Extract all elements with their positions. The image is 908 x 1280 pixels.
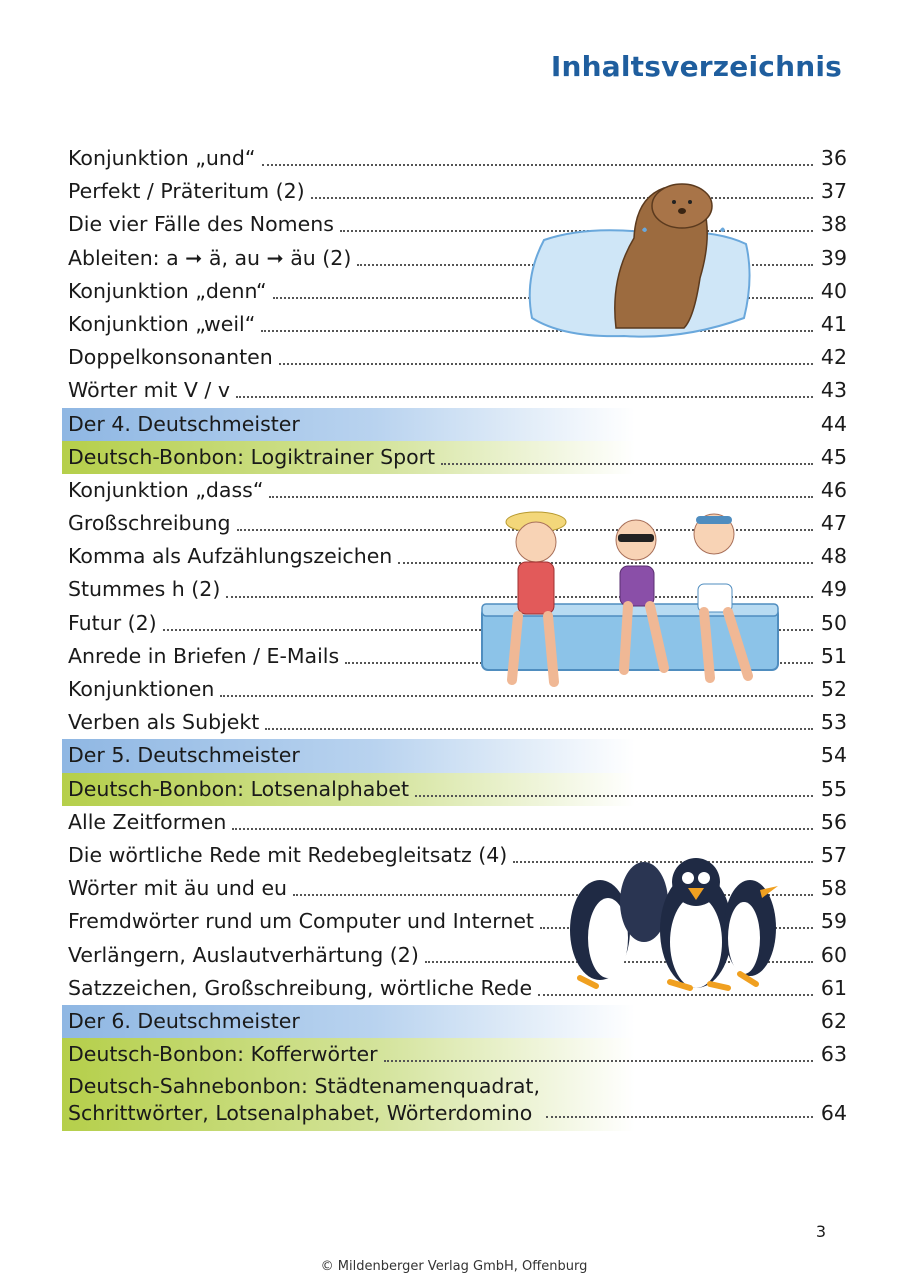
red-swimsuit bbox=[518, 562, 554, 614]
toc-entry-deutschmeister bbox=[62, 1005, 847, 1038]
toc-entry-page: 64 bbox=[820, 1101, 847, 1126]
dot-leader bbox=[306, 430, 813, 431]
toc-entry-page: 37 bbox=[820, 179, 847, 204]
dot-leader bbox=[441, 462, 813, 465]
toc-entry-label: Konjunktion „weil“ bbox=[68, 311, 256, 336]
toc-entry-label: Konjunktion „und“ bbox=[68, 146, 256, 170]
toc-entry-label-line1: Deutsch-Sahnebonbon: Städtenamenquadrat, bbox=[68, 1074, 540, 1099]
dot-leader bbox=[265, 727, 813, 730]
toc-entry-label: Der 5. Deutschmeister bbox=[68, 743, 300, 768]
toc-entry-page: 61 bbox=[820, 975, 847, 1000]
toc-entry-label-line2: Schrittwörter, Lotsenalphabet, Wörterdomino bbox=[68, 1101, 533, 1126]
toc-entry-label: Großschreibung bbox=[68, 511, 231, 536]
toc-entry bbox=[62, 374, 847, 407]
page-title: Inhaltsverzeichnis bbox=[550, 50, 842, 83]
copyright-footer: © Mildenberger Verlag GmbH, Offenburg bbox=[320, 1259, 588, 1274]
penguin-eye bbox=[698, 872, 710, 884]
otter-head bbox=[652, 184, 712, 228]
toc-entry-label: Der 4. Deutschmeister bbox=[68, 411, 300, 436]
toc-entry-page: 58 bbox=[820, 876, 847, 901]
dot-leader bbox=[384, 1059, 813, 1062]
toc-entry-label: Perfekt / Präteritum (2) bbox=[68, 179, 305, 204]
dot-leader bbox=[236, 395, 813, 398]
toc-entry-page: 38 bbox=[820, 212, 847, 237]
toc-entry-page: 45 bbox=[820, 444, 847, 469]
toc-entry bbox=[62, 142, 847, 175]
toc-entry-page: 48 bbox=[820, 544, 847, 569]
penguin-belly bbox=[670, 896, 722, 988]
dot-leader bbox=[306, 761, 813, 762]
dot-leader bbox=[306, 1027, 813, 1028]
dot-leader bbox=[262, 163, 813, 166]
toc-entry-page: 43 bbox=[820, 378, 847, 403]
toc-entry-label: Die wörtliche Rede mit Redebegleitsatz (4) bbox=[68, 842, 508, 867]
dot-leader bbox=[415, 794, 813, 797]
toc-entry-page: 42 bbox=[820, 345, 847, 370]
toc-entry-page: 47 bbox=[820, 511, 847, 536]
toc-entry-page: 40 bbox=[820, 278, 847, 303]
toc-entry-deutschmeister bbox=[62, 408, 847, 441]
purple-swimsuit bbox=[620, 566, 654, 606]
toc-entry-label: Verlängern, Auslautverhärtung (2) bbox=[68, 942, 419, 967]
dot-leader bbox=[232, 827, 813, 830]
toc-entry-page: 41 bbox=[820, 311, 847, 336]
toc-entry-label: Der 6. Deutschmeister bbox=[68, 1008, 300, 1033]
toc-entry-label: Deutsch-Bonbon: Lotsenalphabet bbox=[68, 776, 410, 801]
toc-entry-bonbon bbox=[62, 1038, 847, 1071]
toc-entry bbox=[62, 341, 847, 374]
toc-entry-label: Alle Zeitformen bbox=[68, 809, 227, 834]
otter-nose bbox=[678, 208, 686, 214]
toc-entry-page: 57 bbox=[820, 842, 847, 867]
toc-entry-page: 39 bbox=[820, 245, 847, 270]
toc-entry-label: Komma als Aufzählungszeichen bbox=[68, 544, 393, 569]
swim-goggles bbox=[696, 516, 732, 524]
otter-illustration bbox=[524, 178, 754, 346]
toc-entry-deutschmeister bbox=[62, 739, 847, 772]
dot-leader bbox=[546, 1115, 813, 1118]
penguin-eye bbox=[682, 872, 694, 884]
toc-entry-page: 49 bbox=[820, 577, 847, 602]
toc-entry-label: Konjunktionen bbox=[68, 677, 215, 701]
toc-entry bbox=[62, 806, 847, 839]
toc-entry-label: Wörter mit äu und eu bbox=[68, 876, 288, 901]
otter-eye bbox=[672, 200, 676, 204]
otter-eye bbox=[688, 200, 692, 204]
toc-entry-label bbox=[62, 1073, 540, 1127]
toc-entry-page: 55 bbox=[820, 776, 847, 801]
toc-entry-label: Doppelkonsonanten bbox=[68, 345, 273, 370]
toc-entry-bonbon bbox=[62, 773, 847, 806]
toc-entry-page: 52 bbox=[820, 677, 847, 701]
toc-entry-page: 46 bbox=[820, 477, 847, 502]
sunglasses bbox=[618, 534, 654, 542]
toc-entry-page: 51 bbox=[820, 643, 847, 668]
page-number: 3 bbox=[815, 1222, 826, 1241]
toc-entry-page: 36 bbox=[820, 146, 847, 170]
toc-entry-label: Deutsch-Bonbon: Logiktrainer Sport bbox=[68, 444, 436, 469]
toc-entry-page: 59 bbox=[820, 909, 847, 934]
toc-entry-label: Die vier Fälle des Nomens bbox=[68, 212, 334, 237]
toc-entry-page: 56 bbox=[820, 809, 847, 834]
toc-entry-sahnebonbon bbox=[62, 1071, 847, 1131]
penguin-belly bbox=[728, 902, 760, 974]
children-illustration bbox=[478, 500, 788, 700]
toc-entry-page: 60 bbox=[820, 942, 847, 967]
toc-entry-label: Ableiten: a ➞ ä, au ➞ äu (2) bbox=[68, 245, 352, 270]
toc-entry-page: 44 bbox=[820, 411, 847, 436]
toc-entry-label: Verben als Subjekt bbox=[68, 710, 260, 735]
toc-entry-bonbon bbox=[62, 441, 847, 474]
dot-leader bbox=[269, 495, 813, 498]
toc-entry-page: 54 bbox=[820, 743, 847, 768]
toc-entry-label: Deutsch-Bonbon: Kofferwörter bbox=[68, 1042, 378, 1067]
toc-entry-label: Futur (2) bbox=[68, 610, 157, 635]
child-head bbox=[516, 522, 556, 562]
toc-entry-page: 53 bbox=[820, 710, 847, 735]
toc-entry-label: Wörter mit V / v bbox=[68, 378, 230, 403]
dot-leader bbox=[279, 362, 813, 365]
toc-entry-label: Stummes h (2) bbox=[68, 577, 221, 602]
toc-entry-label: Konjunktion „denn“ bbox=[68, 278, 267, 303]
toc-entry bbox=[62, 706, 847, 739]
penguins-illustration bbox=[560, 848, 780, 994]
toc-entry-page: 63 bbox=[820, 1042, 847, 1067]
toc-entry-page: 50 bbox=[820, 610, 847, 635]
toc-entry-page: 62 bbox=[820, 1008, 847, 1033]
toc-entry-label: Konjunktion „dass“ bbox=[68, 477, 264, 502]
toc-entry-label: Fremdwörter rund um Computer und Internet bbox=[68, 909, 534, 934]
water-drop bbox=[720, 228, 725, 233]
toc-entry-label: Anrede in Briefen / E-Mails bbox=[68, 643, 340, 668]
toc-entry-label: Satzzeichen, Großschreibung, wörtliche Rede bbox=[68, 975, 533, 1000]
